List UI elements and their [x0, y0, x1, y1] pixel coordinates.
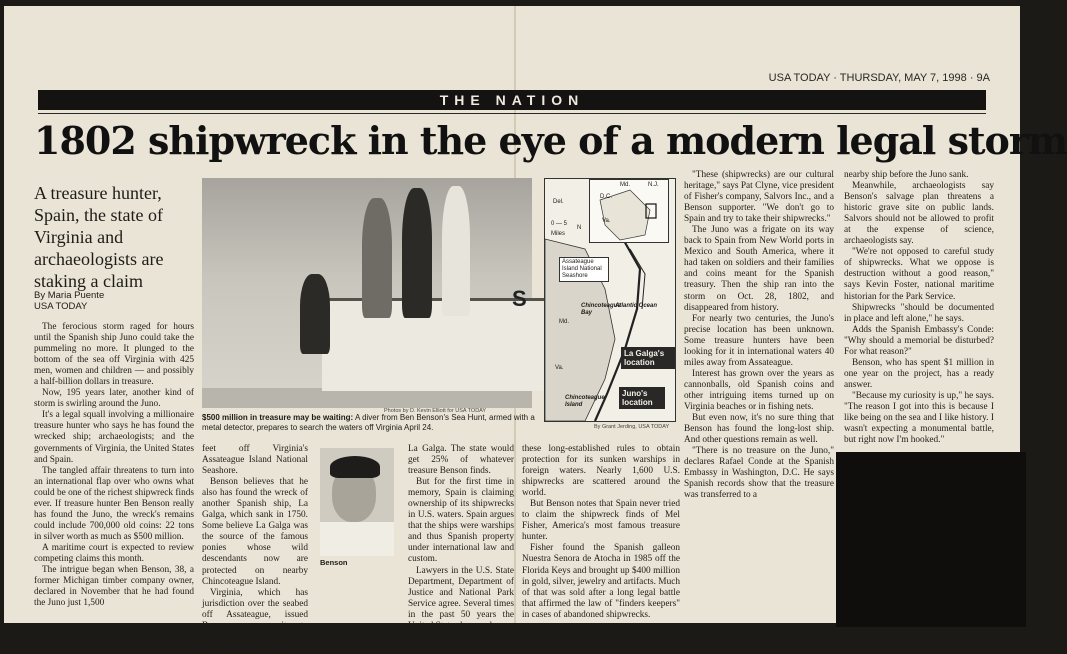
inset-outline	[590, 180, 668, 242]
ocean-label: Atlantic Ocean	[615, 303, 658, 309]
location-map	[544, 178, 676, 422]
benson-portrait	[320, 448, 394, 552]
paragraph: Fisher found the Spanish galleon Nuestra Senora de Atocha in 1985 off the Florida Keys and brought up $400 million in gold, silver, jewelry and artifacts. Much of that was sold after a long legal battle that affirmed the law of "finders keepers" in cases of abandoned shipwrecks.	[522, 543, 680, 620]
portrait-shirt	[320, 522, 394, 556]
section-banner	[38, 90, 986, 110]
paragraph: Shipwrecks "should be documented in place and left alone," he says.	[844, 302, 994, 324]
map-md-low: Md.	[559, 319, 570, 325]
paragraph: feet off Virginia's Assateague Island National Seashore.	[202, 444, 308, 477]
la-galga-marker: La Galga's location	[621, 347, 675, 369]
article-column-6	[844, 170, 994, 446]
bay-label: Chincoteague Bay	[581, 303, 621, 316]
article-column-5	[684, 170, 834, 501]
paragraph: "We're not opposed to careful study of shipwrecks. What we oppose is destruction without a good reason," says Kevin Foster, national maritime historian for the Park Service.	[844, 247, 994, 302]
paragraph: The tangled affair threatens to turn into an international flap over who owns what could be one of the richest shipwreck finds ever. If treasure hunter Ben Benson really has found the Juno, the wreck's remains could include 700,000 old coins: 22 tons in silver worth as much as $500 million.	[34, 465, 194, 542]
article-column-1	[34, 322, 194, 609]
crew-figure	[402, 188, 432, 318]
island-label: Chincoteague Island	[565, 395, 605, 408]
paragraph: Meanwhile, archaeologists say Benson's salvage plan threatens a historic grave site on public lands. Salvors should not be allowed to profit at the expense of science, archaeologists say.	[844, 181, 994, 247]
map-del: Del.	[553, 199, 564, 205]
north-arrow: N	[577, 225, 582, 231]
seashore-label: Assateague Island National Seashore	[559, 257, 609, 282]
photo-caption	[202, 413, 536, 433]
paragraph: Lawyers in the U.S. State Department, Department of Justice and National Park Service agree. Several times in the past 50 years the United States has used	[408, 565, 514, 631]
paragraph: "Because my curiosity is up," he says. "The reason I got into this is because I like being on the sea and I like history. I wasn't expecting a monumental battle, but right now I'm hooked."	[844, 390, 994, 446]
paragraph: But for the first time in memory, Spain is claiming ownership of its shipwrecks in U.S. waters. Spain argues that the ships were warships and thus Spanish property under international law and custom.	[408, 477, 514, 565]
paragraph: Now, 195 years later, another kind of storm is swirling around the Juno.	[34, 388, 194, 410]
paragraph: Benson, who has spent $1 million in one year on the project, has a ready answer.	[844, 357, 994, 390]
paragraph: The Juno was a frigate on its way back to Spain from New World ports in Mexico and South America, where it had taken on soldiers and their families and coins meant for the Spanish treasury. Then the ship ran into the storm on Oct. 28, 1802, and disappeared from history.	[684, 225, 834, 313]
inset-dc: D.C.	[600, 194, 612, 200]
rule	[38, 113, 986, 114]
paragraph: Interest has grown over the years as cannonballs, old Spanish coins and other intriguing items turned up on Virginia beaches or in fishing nets.	[684, 368, 834, 412]
crew-figure	[362, 198, 392, 318]
map-scale-unit: Miles	[551, 231, 566, 237]
portrait-hair	[330, 456, 380, 478]
paragraph: Benson believes that he also has found the wreck of another Spanish ship, La Galga, which sank in 1750. Some believe La Galga was the source of the famous ponies whose wild descendants now are protected on nearby Chincoteague Island.	[202, 477, 308, 587]
dateline: USA TODAY · THURSDAY, MAY 7, 1998 · 9A	[768, 72, 990, 84]
caption-lead: $500 million in treasure may be waiting:	[202, 413, 354, 422]
headline: 1802 shipwreck in the eye of a modern legal storm	[34, 118, 1067, 163]
paragraph: nearby ship before the Juno sank.	[844, 170, 969, 180]
diver-figure	[300, 274, 330, 354]
diver-photo	[202, 178, 532, 406]
byline-outlet: USA TODAY	[34, 301, 88, 312]
paragraph: La Galga. The state would get 25% of whatever treasure Benson finds.	[408, 444, 514, 477]
water	[202, 388, 532, 408]
caption-text: A diver from Ben Benson's Sea Hunt, armed with a metal detector, prepares to search the waters off Virginia April 24.	[202, 413, 535, 432]
byline	[34, 290, 194, 312]
juno-marker: Juno's location	[619, 387, 665, 409]
paragraph: "There is no treasure on the Juno," declares Rafael Conde at the Spanish Embassy in Washington, D.C. He says Spanish records show that the treasure was transferred to a	[684, 446, 834, 501]
article-column-3	[408, 444, 514, 632]
crew-figure	[442, 186, 470, 316]
inset-nj: N.J.	[648, 182, 659, 188]
paragraph: Adds the Spanish Embassy's Conde: "Why should a memorial be disturbed? For what reason?"	[844, 324, 994, 357]
paragraph: It's a legal squall involving a millionaire treasure hunter who says he has found the wrecked ship; archaeologists; and the governments of Virginia, the United States and Spain.	[34, 410, 194, 465]
background-gap	[836, 452, 1026, 627]
paragraph: The intrigue began when Benson, 38, a former Michigan timber company owner, declared in November that he had found the Juno just 1,500	[34, 565, 194, 609]
section-title: THE NATION	[439, 92, 585, 108]
paragraph: A maritime court is expected to review competing claims this month.	[34, 542, 194, 564]
paragraph: But even now, it's no sure thing that Benson has found the long-lost ship. And other questions remain as well.	[684, 413, 834, 446]
paragraph: For nearly two centuries, the Juno's precise location has been unknown. Some treasure hunters have been looking for it in international waters 40 miles away from Assateague.	[684, 313, 834, 368]
paragraph: "These (shipwrecks) are our cultural heritage," says Pat Clyne, vice president of Fisher's company, Salvors Inc., and a Benson supporter. "We don't go to Spain and try to take their shipwrecks."	[684, 170, 834, 225]
map-credit: By Grant Jerding, USA TODAY	[594, 424, 670, 430]
paragraph: these long-established rules to obtain protection for its sunken warships in foreign waters. Nearly 1,600 U.S. shipwrecks are scattered around the world.	[522, 444, 680, 499]
boat-sign: S	[512, 286, 527, 311]
inset-md: Md.	[620, 182, 631, 188]
byline-author: By Maria Puente	[34, 290, 105, 301]
inset-map	[589, 179, 669, 243]
inset-va: Va.	[602, 218, 611, 224]
article-column-2	[202, 444, 308, 654]
deck: A treasure hunter, Spain, the state of Virginia and archaeologists are staking a claim	[34, 183, 164, 291]
map-va-low: Va.	[555, 365, 564, 371]
paragraph: But Benson notes that Spain never tried to claim the shipwreck finds of Mel Fisher, America's most famous treasure hunter.	[522, 499, 680, 543]
article-column-4	[522, 444, 680, 621]
paragraph: The ferocious storm raged for hours until the Spanish ship Juno could take the pummeling no more. It plunged to the bottom of the sea off Virginia with 425 men, women and children — and possibly a half-billion dollars in treasure.	[34, 322, 194, 388]
map-scale: 0 — 5	[551, 221, 568, 227]
portrait-label: Benson	[320, 558, 348, 567]
paragraph: Virginia, which has jurisdiction over the seabed off Assateague, issued Benson a permit to determine whether the wrecks are the Juno and	[202, 587, 308, 653]
photo-credit: Photos by D. Kevin Elliott for USA TODAY	[384, 408, 487, 414]
